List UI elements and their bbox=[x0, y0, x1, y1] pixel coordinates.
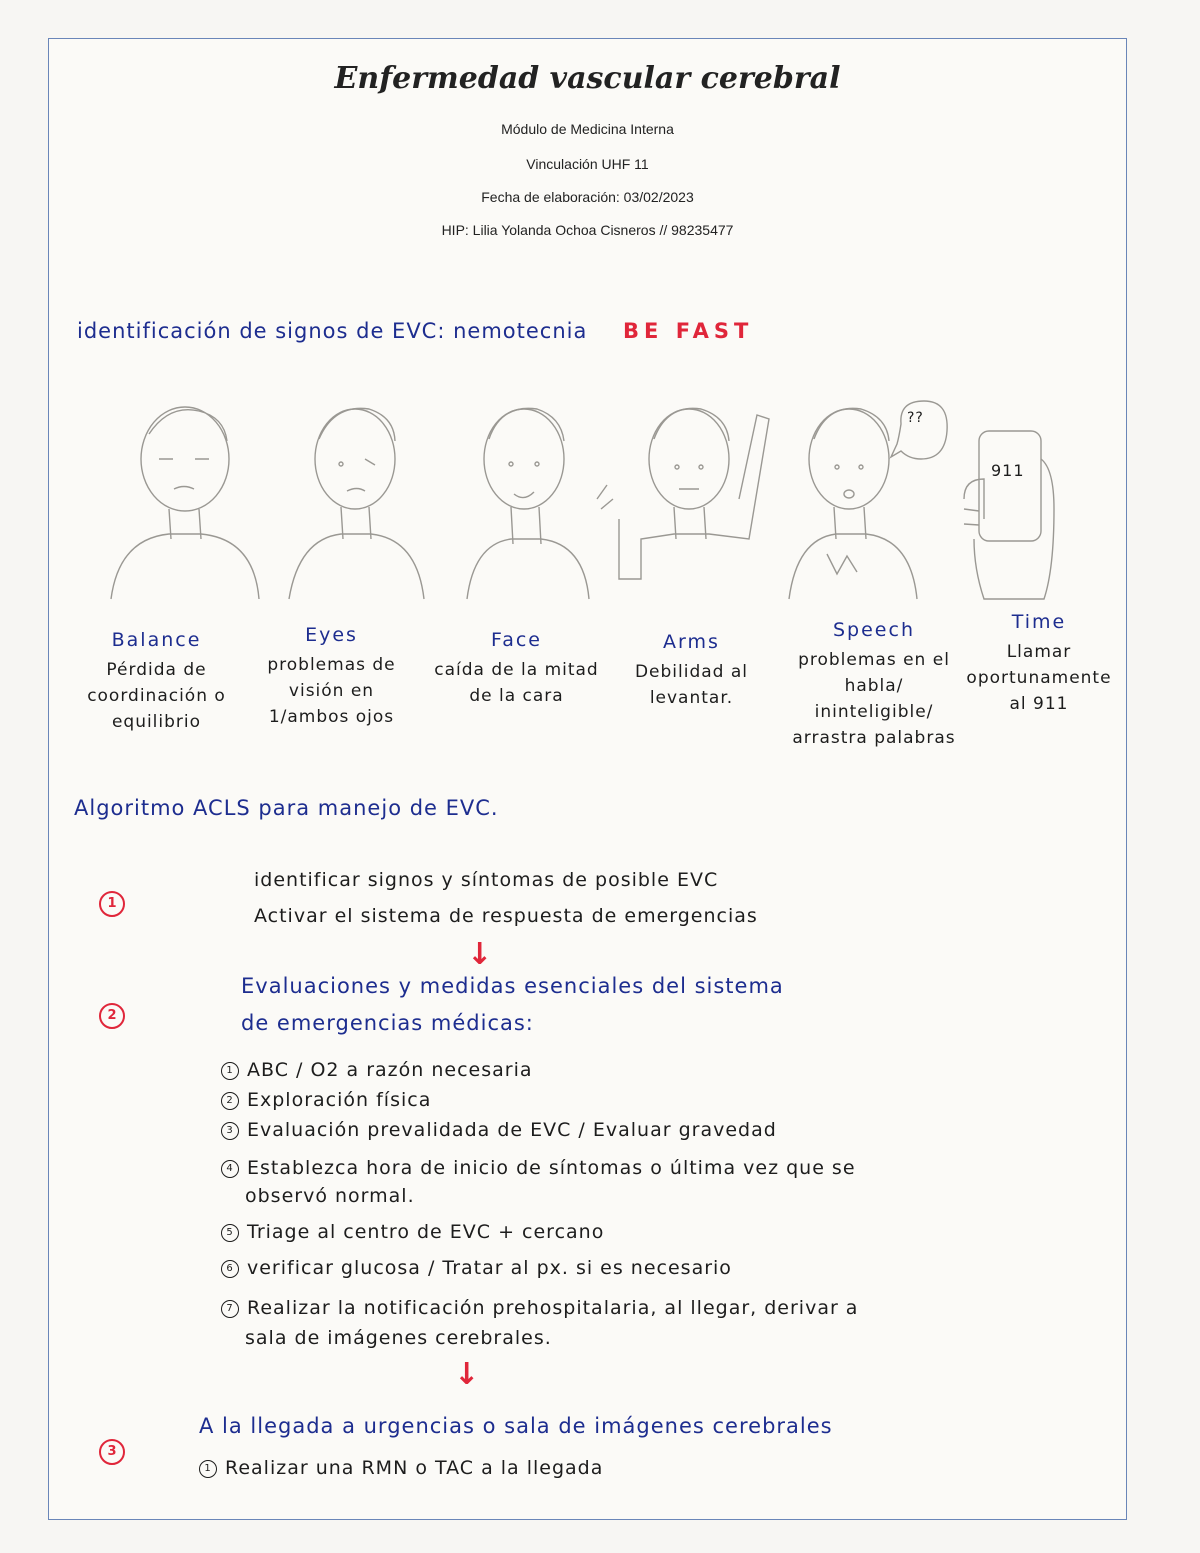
balance-figure-icon bbox=[111, 407, 259, 599]
befast-arms bbox=[609, 631, 774, 711]
befast-heading-text: identificación de signos de EVC: nemotecnia bbox=[77, 319, 588, 343]
befast-time-desc: Llamar oportunamente al 911 bbox=[966, 642, 1112, 714]
step-2-subitem bbox=[245, 1327, 552, 1349]
befast-speech-desc: problemas en el habla/ ininteligible/ arrastra palabras bbox=[792, 650, 956, 748]
step-1-line-2: Activar el sistema de respuesta de emergencias bbox=[254, 905, 758, 927]
step-2-subitem bbox=[221, 1257, 732, 1279]
step-2-subitem-number: 1 bbox=[221, 1062, 239, 1080]
arrow-down-icon: ↓ bbox=[454, 1357, 480, 1392]
arrow-down-icon: ↓ bbox=[467, 937, 493, 972]
befast-speech-name: Speech bbox=[833, 619, 915, 641]
step-2-subitem bbox=[245, 1185, 415, 1207]
author-label: HIP: Lilia Yolanda Ochoa Cisneros // 98235477 bbox=[441, 222, 734, 238]
document-page bbox=[48, 38, 1127, 1520]
step-3-subitem bbox=[199, 1457, 603, 1479]
phone-figure-icon bbox=[964, 431, 1054, 599]
step-2-subitem-text: Exploración física bbox=[247, 1089, 432, 1111]
step-2-subitem-text: verificar glucosa / Tratar al px. si es necesario bbox=[247, 1257, 732, 1279]
befast-time bbox=[964, 611, 1114, 717]
step-2-subitem-text: ABC / O2 a razón necesaria bbox=[247, 1059, 533, 1081]
befast-face-desc: caída de la mitad de la cara bbox=[434, 660, 599, 706]
step-2-subitem-text: Triage al centro de EVC + cercano bbox=[247, 1221, 605, 1243]
befast-eyes-desc: problemas de visión en 1/ambos ojos bbox=[267, 655, 396, 727]
befast-speech bbox=[784, 619, 964, 751]
step-2-subitem-number: 3 bbox=[221, 1122, 239, 1140]
befast-balance-desc: Pérdida de coordinación o equilibrio bbox=[87, 660, 226, 732]
step-2-badge: 2 bbox=[99, 1003, 125, 1029]
step-2-subitem bbox=[221, 1119, 777, 1141]
speech-bubble-text: ?? bbox=[907, 410, 924, 426]
step-2-subitem-text: sala de imágenes cerebrales. bbox=[245, 1327, 552, 1349]
arms-figure-icon bbox=[597, 408, 769, 579]
step-2-subitem bbox=[221, 1297, 858, 1319]
step-2-subitem-text: Realizar la notificación prehospitalaria, al llegar, derivar a bbox=[247, 1297, 859, 1319]
step-2-subitem-number: 5 bbox=[221, 1224, 239, 1242]
befast-balance-name: Balance bbox=[111, 629, 202, 651]
page-title: Enfermedad vascular cerebral bbox=[334, 61, 841, 96]
befast-illustrations bbox=[49, 39, 1126, 659]
step-2-subitem-text: observó normal. bbox=[245, 1185, 415, 1207]
date-label: Fecha de elaboración: 03/02/2023 bbox=[481, 189, 694, 205]
step-3-badge: 3 bbox=[99, 1439, 125, 1465]
step-3-subitem-number: 1 bbox=[199, 1460, 217, 1478]
befast-face-name: Face bbox=[491, 629, 542, 651]
step-2-subitem-text: Establezca hora de inicio de síntomas o última vez que se bbox=[247, 1157, 856, 1179]
module-label: Módulo de Medicina Interna bbox=[501, 121, 674, 137]
step-2-subitem bbox=[221, 1059, 533, 1081]
befast-eyes-name: Eyes bbox=[305, 624, 358, 646]
step-3-line-1: A la llegada a urgencias o sala de imágenes cerebrales bbox=[199, 1414, 833, 1438]
step-2-subitem-number: 4 bbox=[221, 1160, 239, 1178]
step-2-subitem-number: 2 bbox=[221, 1092, 239, 1110]
befast-time-name: Time bbox=[1011, 611, 1067, 633]
befast-eyes bbox=[249, 624, 414, 730]
step-2-subitem bbox=[221, 1089, 431, 1111]
befast-arms-desc: Debilidad al levantar. bbox=[634, 662, 749, 708]
step-1-badge: 1 bbox=[99, 891, 125, 917]
eyes-figure-icon bbox=[289, 408, 424, 599]
face-figure-icon bbox=[467, 408, 589, 599]
step-2-subitem-text: Evaluación prevalidada de EVC / Evaluar gravedad bbox=[247, 1119, 777, 1141]
step-2-line-1: Evaluaciones y medidas esenciales del sistema bbox=[241, 974, 784, 998]
step-1-line-1: identificar signos y síntomas de posible EVC bbox=[254, 869, 719, 891]
speech-figure-icon bbox=[789, 401, 947, 599]
step-2-subitem bbox=[221, 1157, 856, 1179]
step-3-subitem-text: Realizar una RMN o TAC a la llegada bbox=[225, 1457, 604, 1479]
befast-arms-name: Arms bbox=[663, 631, 720, 653]
step-2-subitem bbox=[221, 1221, 604, 1243]
befast-face bbox=[434, 629, 599, 709]
befast-acronym: BE FAST bbox=[623, 319, 754, 343]
algorithm-heading: Algoritmo ACLS para manejo de EVC. bbox=[74, 796, 499, 820]
phone-screen-text: 911 bbox=[991, 461, 1025, 480]
step-2-subitem-number: 7 bbox=[221, 1300, 239, 1318]
befast-balance bbox=[74, 629, 239, 735]
step-2-subitem-number: 6 bbox=[221, 1260, 239, 1278]
step-2-line-2: de emergencias médicas: bbox=[241, 1011, 534, 1035]
linkage-label: Vinculación UHF 11 bbox=[526, 156, 649, 172]
